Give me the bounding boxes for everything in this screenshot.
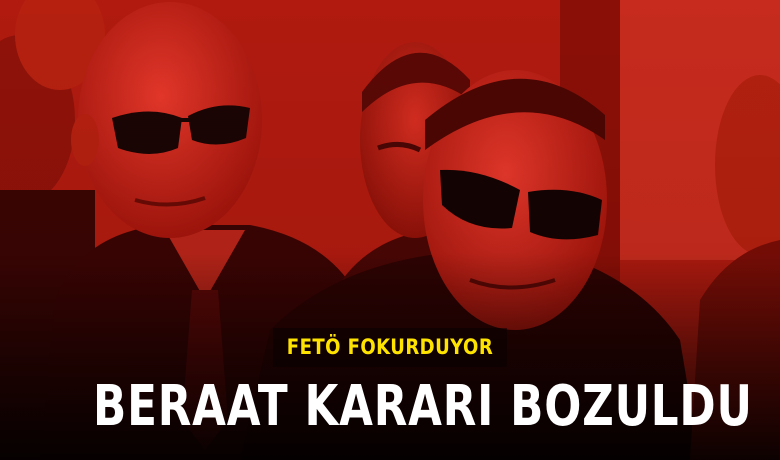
- kicker-label: FETÖ FOKURDUYOR: [273, 328, 507, 367]
- headline[interactable]: BERAAT KARARI BOZULDU: [93, 374, 753, 439]
